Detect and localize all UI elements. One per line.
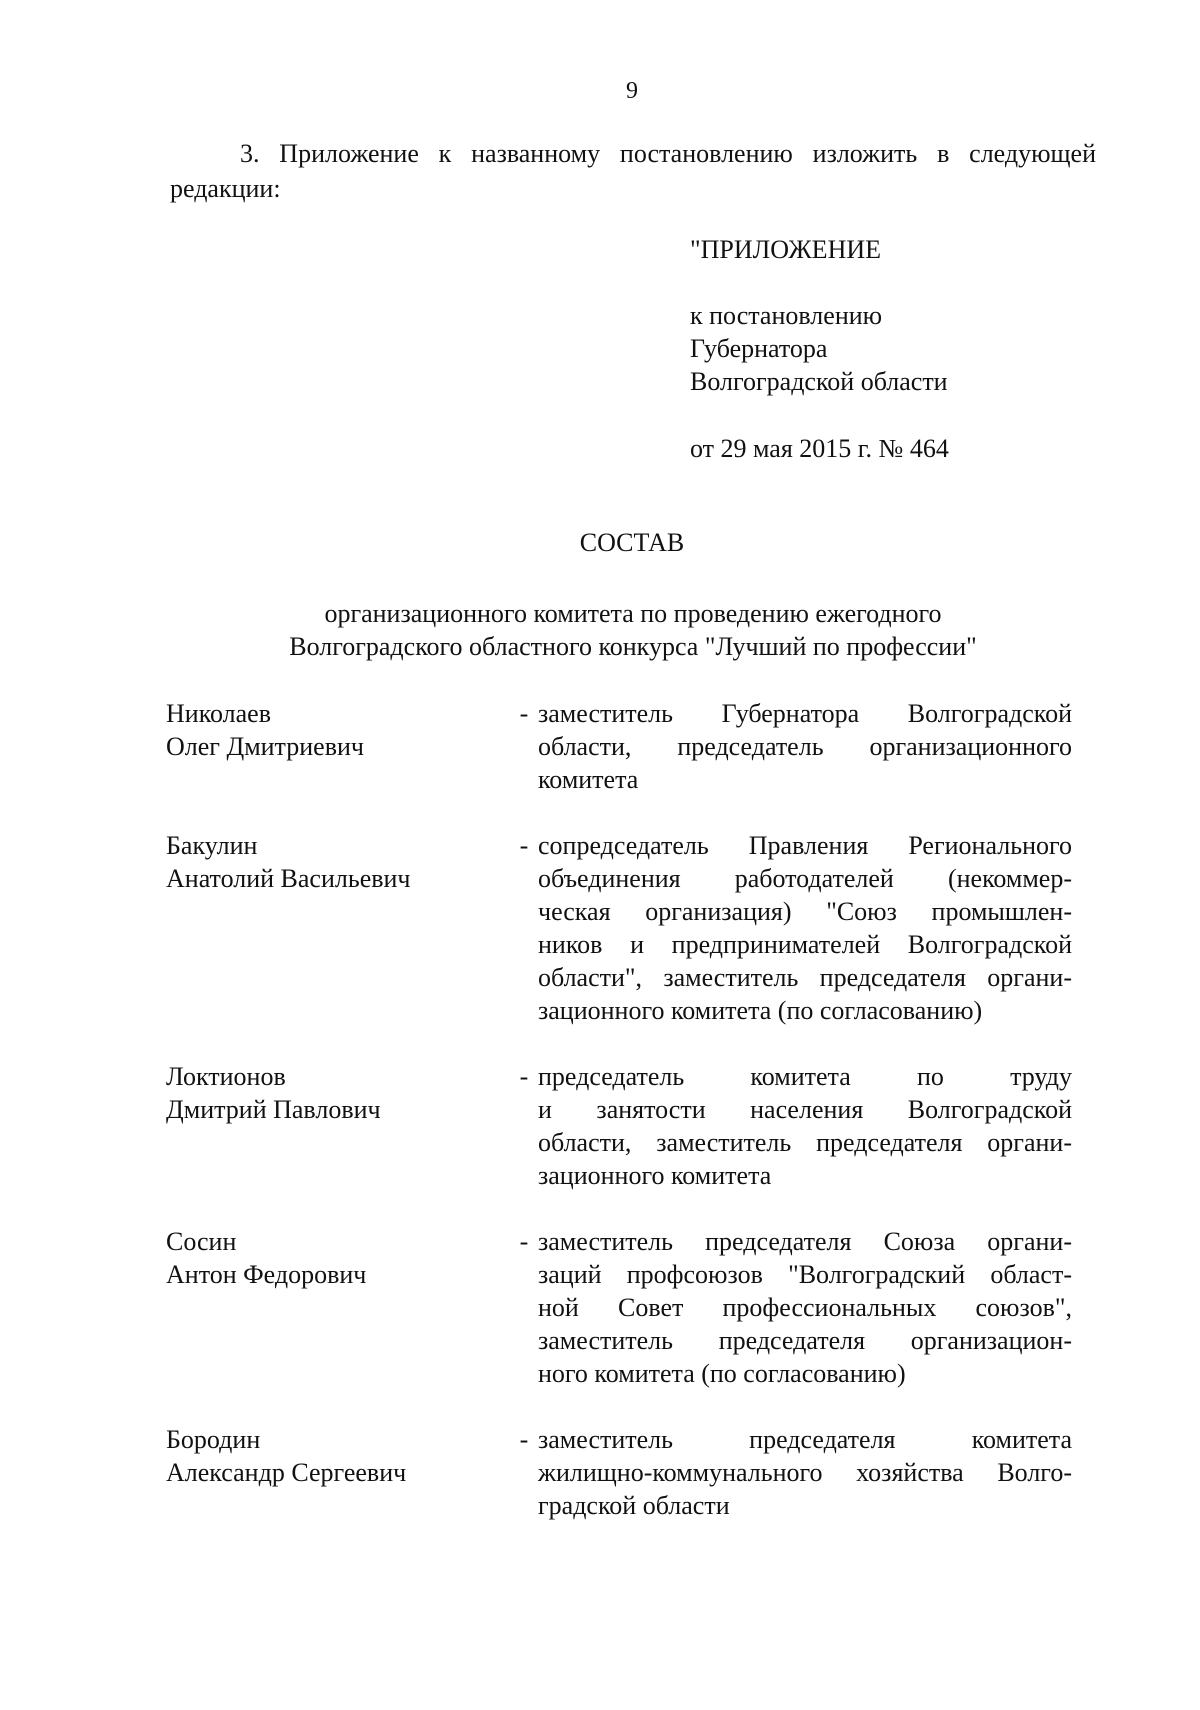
member-dash: - bbox=[519, 1227, 529, 1256]
position-line: председатель комитета по труду bbox=[538, 1062, 1072, 1091]
appendix-title: "ПРИЛОЖЕНИЕ bbox=[690, 235, 882, 264]
member-position bbox=[538, 829, 1072, 1027]
position-line: заместитель Губернатора Волгоградской bbox=[538, 699, 1072, 728]
position-line: области, заместитель председателя органи- bbox=[538, 1128, 1072, 1157]
member-dash: - bbox=[519, 1425, 529, 1454]
position-line: зационного комитета (по согласованию) bbox=[538, 996, 983, 1025]
document-title: СОСТАВ bbox=[579, 528, 685, 557]
position-line: сопредседатель Правления Регионального bbox=[538, 831, 1072, 860]
appendix-date: от 29 мая 2015 г. № 464 bbox=[690, 434, 949, 463]
page-number: 9 bbox=[626, 78, 638, 104]
member-position bbox=[538, 697, 1072, 796]
member-name bbox=[166, 1423, 510, 1522]
member-given-names: Олег Дмитриевич bbox=[166, 732, 364, 761]
member-given-names: Анатолий Васильевич bbox=[166, 864, 411, 893]
member-given-names: Антон Федорович bbox=[166, 1260, 367, 1289]
member-surname: Локтионов bbox=[166, 1062, 286, 1091]
member-name bbox=[166, 1225, 510, 1390]
intro-paragraph: 3. Приложение к названному постановлению изложить в следующей редакции: bbox=[170, 139, 1096, 203]
member-row bbox=[166, 829, 1072, 1027]
position-line: градской области bbox=[538, 1491, 730, 1520]
appendix-reference bbox=[690, 299, 1130, 398]
member-row bbox=[166, 1060, 1072, 1192]
member-dash: - bbox=[519, 699, 529, 728]
member-given-names: Дмитрий Павлович bbox=[166, 1095, 381, 1124]
member-row bbox=[166, 1423, 1072, 1522]
member-row bbox=[166, 697, 1072, 796]
member-surname: Бакулин bbox=[166, 831, 258, 860]
member-name bbox=[166, 829, 510, 1027]
position-line: ного комитета (по согласованию) bbox=[538, 1359, 906, 1388]
position-line: ной Совет профессиональных союзов", bbox=[538, 1293, 1072, 1322]
position-line: зационного комитета bbox=[538, 1161, 772, 1190]
member-position bbox=[538, 1060, 1072, 1192]
member-row bbox=[166, 1225, 1072, 1390]
position-line: области, председатель организационного bbox=[538, 732, 1072, 761]
position-line: заместитель председателя организацион- bbox=[538, 1326, 1072, 1355]
members-list bbox=[166, 697, 1072, 1555]
position-line: жилищно-коммунального хозяйства Волго- bbox=[538, 1458, 1072, 1487]
position-line: ников и предпринимателей Волгоградской bbox=[538, 930, 1072, 959]
document-subtitle bbox=[170, 597, 1096, 663]
appendix-ref-line: Губернатора bbox=[690, 334, 828, 363]
member-dash: - bbox=[519, 1062, 529, 1091]
member-name bbox=[166, 1060, 510, 1192]
member-surname: Николаев bbox=[166, 699, 271, 728]
position-line: заций профсоюзов "Волгоградский област- bbox=[538, 1260, 1072, 1289]
position-line: заместитель председателя Союза органи- bbox=[538, 1227, 1072, 1256]
member-position bbox=[538, 1423, 1072, 1522]
subtitle-line: организационного комитета по проведению ежегодного bbox=[324, 599, 942, 628]
member-given-names: Александр Сергеевич bbox=[166, 1458, 407, 1487]
subtitle-line: Волгоградского областного конкурса "Лучший по профессии" bbox=[289, 632, 977, 661]
appendix-ref-line: к постановлению bbox=[690, 301, 883, 330]
position-line: и занятости населения Волгоградской bbox=[538, 1095, 1072, 1124]
member-surname: Бородин bbox=[166, 1425, 261, 1454]
position-line: заместитель председателя комитета bbox=[538, 1425, 1072, 1454]
member-surname: Сосин bbox=[166, 1227, 237, 1256]
position-line: объединения работодателей (некоммер- bbox=[538, 864, 1072, 893]
member-name bbox=[166, 697, 510, 796]
appendix-ref-line: Волгоградской области bbox=[690, 367, 948, 396]
position-line: области", заместитель председателя органи- bbox=[538, 963, 1072, 992]
position-line: ческая организация) "Союз промышлен- bbox=[538, 897, 1072, 926]
member-dash: - bbox=[519, 831, 529, 860]
position-line: комитета bbox=[538, 765, 639, 794]
member-position bbox=[538, 1225, 1072, 1390]
